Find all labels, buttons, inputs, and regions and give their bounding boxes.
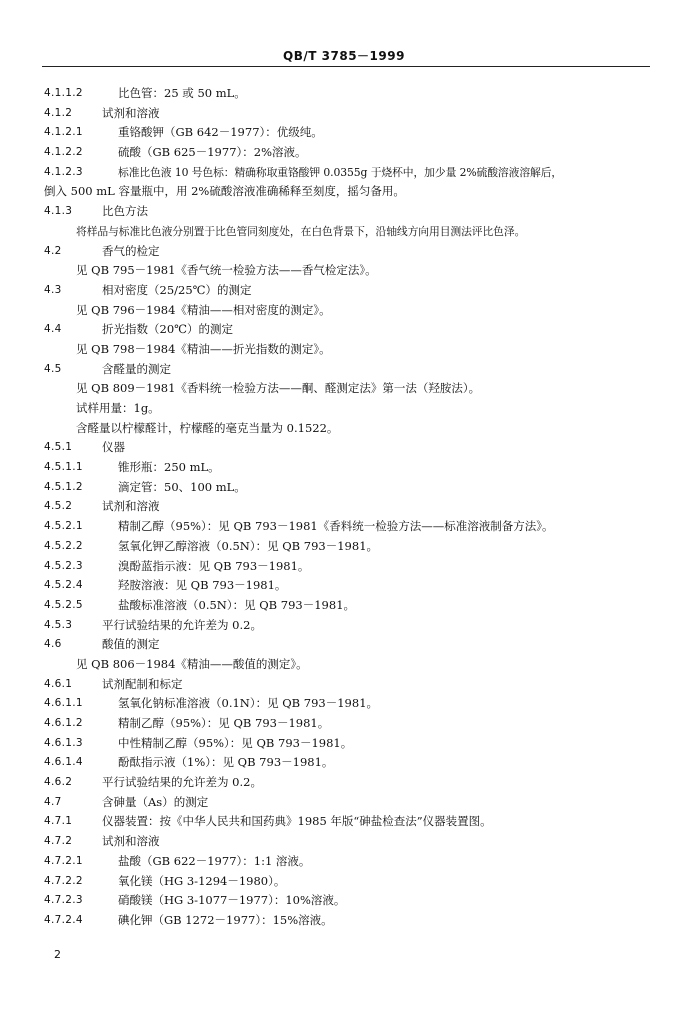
clause-number: 4.3 — [44, 283, 62, 296]
clause-number: 4.7.2.2 — [44, 874, 83, 887]
clause-text: 溴酚蓝指示液：见 QB 793－1981。 — [118, 558, 310, 573]
clause-number: 4.6.1.2 — [44, 717, 83, 729]
clause-number: 4.7.1 — [44, 815, 73, 828]
clause-number: 4.6.1.3 — [44, 736, 83, 749]
clause-text: 含醛量以柠檬醛计，柠檬醛的毫克当量为 0.1522。 — [76, 420, 339, 435]
clause-text: 羟胺溶液：见 QB 793－1981。 — [118, 578, 287, 593]
text-line — [0, 576, 688, 596]
text-line — [0, 872, 688, 892]
clause-number: 4.7.2 — [44, 835, 73, 848]
clause-number: 4.5.2.3 — [44, 559, 83, 572]
clause-text: 将样品与标准比色液分别置于比色管同刻度处，在白色背景下，沿轴线方向用目测法评比色泽。 — [76, 224, 526, 238]
clause-number: 4.1.1.2 — [44, 87, 83, 99]
clause-text: 试样用量：1g。 — [76, 401, 160, 415]
text-line — [0, 104, 688, 124]
clause-text: 含醛量的测定 — [102, 361, 171, 376]
clause-number: 4.1.2.1 — [44, 126, 83, 139]
text-line — [0, 734, 688, 754]
text-line — [0, 596, 688, 616]
text-line — [0, 281, 688, 301]
text-line — [0, 419, 688, 439]
text-line — [0, 557, 688, 577]
clause-text: 硝酸镁（HG 3-1077－1977）：10%溶液。 — [118, 893, 346, 908]
clause-text: 氧化镁（HG 3-1294－1980）。 — [118, 873, 286, 888]
text-line — [0, 753, 688, 773]
text-line — [0, 635, 688, 655]
text-line — [0, 832, 688, 852]
text-line — [0, 694, 688, 714]
text-line — [0, 438, 688, 458]
text-line — [0, 163, 688, 183]
clause-number: 4.6 — [44, 638, 62, 651]
text-line — [0, 458, 688, 478]
text-line — [0, 852, 688, 872]
clause-text: 仪器 — [102, 440, 125, 455]
text-line — [0, 320, 688, 340]
clause-text: 相对密度（25/25℃）的测定 — [102, 282, 252, 297]
text-line — [0, 478, 688, 498]
text-line — [0, 537, 688, 557]
text-line — [0, 84, 688, 104]
text-line — [0, 182, 688, 202]
text-line — [0, 222, 688, 242]
clause-text: 见 QB 795－1981《香气统一检验方法——香气检定法》。 — [76, 263, 377, 278]
clause-number: 4.5.1 — [44, 441, 73, 454]
text-line — [0, 675, 688, 695]
clause-number: 4.5.2.2 — [44, 539, 83, 552]
clause-text: 见 QB 796－1984《精油——相对密度的测定》。 — [76, 302, 331, 317]
clause-text: 酸值的测定 — [102, 637, 160, 652]
text-line — [0, 655, 688, 675]
clause-text: 精制乙醇（95%）：见 QB 793－1981《香料统一检验方法——标准溶液制备方法》。 — [118, 519, 554, 534]
clause-text: 中性精制乙醇（95%）：见 QB 793－1981。 — [118, 735, 353, 750]
clause-number: 4.5.2.1 — [44, 520, 83, 533]
clause-number: 4.5.1.1 — [44, 461, 83, 474]
clause-text: 香气的检定 — [102, 243, 160, 258]
text-line — [0, 379, 688, 399]
clause-number: 4.5.2.4 — [44, 579, 83, 592]
header-rule — [42, 66, 650, 67]
clause-text: 含砷量（As）的测定 — [102, 794, 209, 809]
text-line — [0, 242, 688, 262]
text-line — [0, 517, 688, 537]
clause-number: 4.6.1.4 — [44, 756, 83, 769]
clause-text: 仪器装置：按《中华人民共和国药典》1985 年版“砷盐检查法”仪器装置图。 — [102, 814, 492, 829]
clause-number: 4.1.2.3 — [44, 165, 83, 178]
clause-text: 平行试验结果的允许差为 0.2。 — [102, 617, 262, 632]
text-line — [0, 301, 688, 321]
text-line — [0, 360, 688, 380]
clause-number: 4.1.2.2 — [44, 146, 83, 159]
clause-number: 4.7.2.1 — [44, 854, 83, 867]
standard-code-header: QB/T 3785－1999 — [283, 49, 405, 63]
clause-text: 比色方法 — [102, 204, 148, 219]
text-line — [0, 399, 688, 419]
text-line — [0, 143, 688, 163]
clause-number: 4.6.1 — [44, 677, 73, 690]
text-line — [0, 123, 688, 143]
clause-text: 平行试验结果的允许差为 0.2。 — [102, 775, 262, 790]
text-line — [0, 261, 688, 281]
clause-text: 酚酞指示液（1%）：见 QB 793－1981。 — [118, 755, 334, 770]
text-line — [0, 773, 688, 793]
clause-text: 硫酸（GB 625－1977）：2%溶液。 — [118, 145, 307, 160]
clause-text: 见 QB 809－1981《香料统一检验方法——酮、醛测定法》第一法（羟胺法）。 — [76, 381, 481, 396]
text-line — [0, 812, 688, 832]
clause-text: 试剂和溶液 — [102, 105, 160, 120]
clause-text: 标准比色液 10 号色标：精确称取重铬酸钾 0.0355g 于烧杯中，加少量 2%硫酸溶液溶解后， — [118, 165, 563, 179]
clause-text: 氢氧化钠标准溶液（0.1N）：见 QB 793－1981。 — [118, 696, 379, 711]
clause-number: 4.6.2 — [44, 776, 73, 789]
clause-text: 滴定管：50、100 mL。 — [118, 479, 246, 494]
clause-text: 试剂和溶液 — [102, 834, 160, 849]
clause-number: 4.2 — [44, 244, 62, 257]
clause-number: 4.5 — [44, 362, 62, 375]
clause-text: 试剂和溶液 — [102, 499, 160, 514]
clause-number: 4.7 — [44, 795, 62, 808]
text-line — [0, 340, 688, 360]
clause-text: 精制乙醇（95%）：见 QB 793－1981。 — [118, 716, 330, 730]
clause-text: 重铬酸钾（GB 642－1977）：优级纯。 — [118, 125, 323, 140]
clause-text: 倒入 500 mL 容量瓶中，用 2%硫酸溶液准确稀释至刻度，摇匀备用。 — [44, 184, 405, 199]
clause-text: 折光指数（20℃）的测定 — [102, 322, 233, 337]
clause-text: 碘化钾（GB 1272－1977）：15%溶液。 — [118, 912, 333, 927]
clause-number: 4.1.3 — [44, 205, 73, 218]
text-line — [0, 497, 688, 517]
clause-text: 试剂配制和标定 — [102, 676, 183, 691]
clause-number: 4.7.2.3 — [44, 894, 83, 907]
clause-number: 4.5.2.5 — [44, 598, 83, 611]
page-number: 2 — [54, 948, 61, 961]
text-line — [0, 202, 688, 222]
body-text — [0, 84, 688, 931]
clause-number: 4.1.2 — [44, 106, 73, 119]
clause-text: 盐酸（GB 622－1977）：1:1 溶液。 — [118, 853, 311, 868]
clause-text: 锥形瓶：250 mL。 — [118, 460, 220, 475]
clause-number: 4.5.1.2 — [44, 480, 83, 493]
clause-text: 比色管：25 或 50 mL。 — [118, 86, 246, 100]
text-line — [0, 714, 688, 734]
clause-text: 盐酸标准溶液（0.5N）：见 QB 793－1981。 — [118, 597, 356, 612]
clause-text: 见 QB 798－1984《精油——折光指数的测定》。 — [76, 341, 331, 356]
text-line — [0, 793, 688, 813]
text-line — [0, 616, 688, 636]
clause-text: 见 QB 806－1984《精油——酸值的测定》。 — [76, 656, 308, 671]
clause-number: 4.5.3 — [44, 618, 73, 631]
clause-number: 4.4 — [44, 323, 62, 336]
clause-number: 4.6.1.1 — [44, 697, 83, 710]
clause-text: 氢氧化钾乙醇溶液（0.5N）：见 QB 793－1981。 — [118, 538, 379, 553]
clause-number: 4.5.2 — [44, 500, 73, 513]
text-line — [0, 911, 688, 931]
clause-number: 4.7.2.4 — [44, 913, 83, 926]
text-line — [0, 891, 688, 911]
